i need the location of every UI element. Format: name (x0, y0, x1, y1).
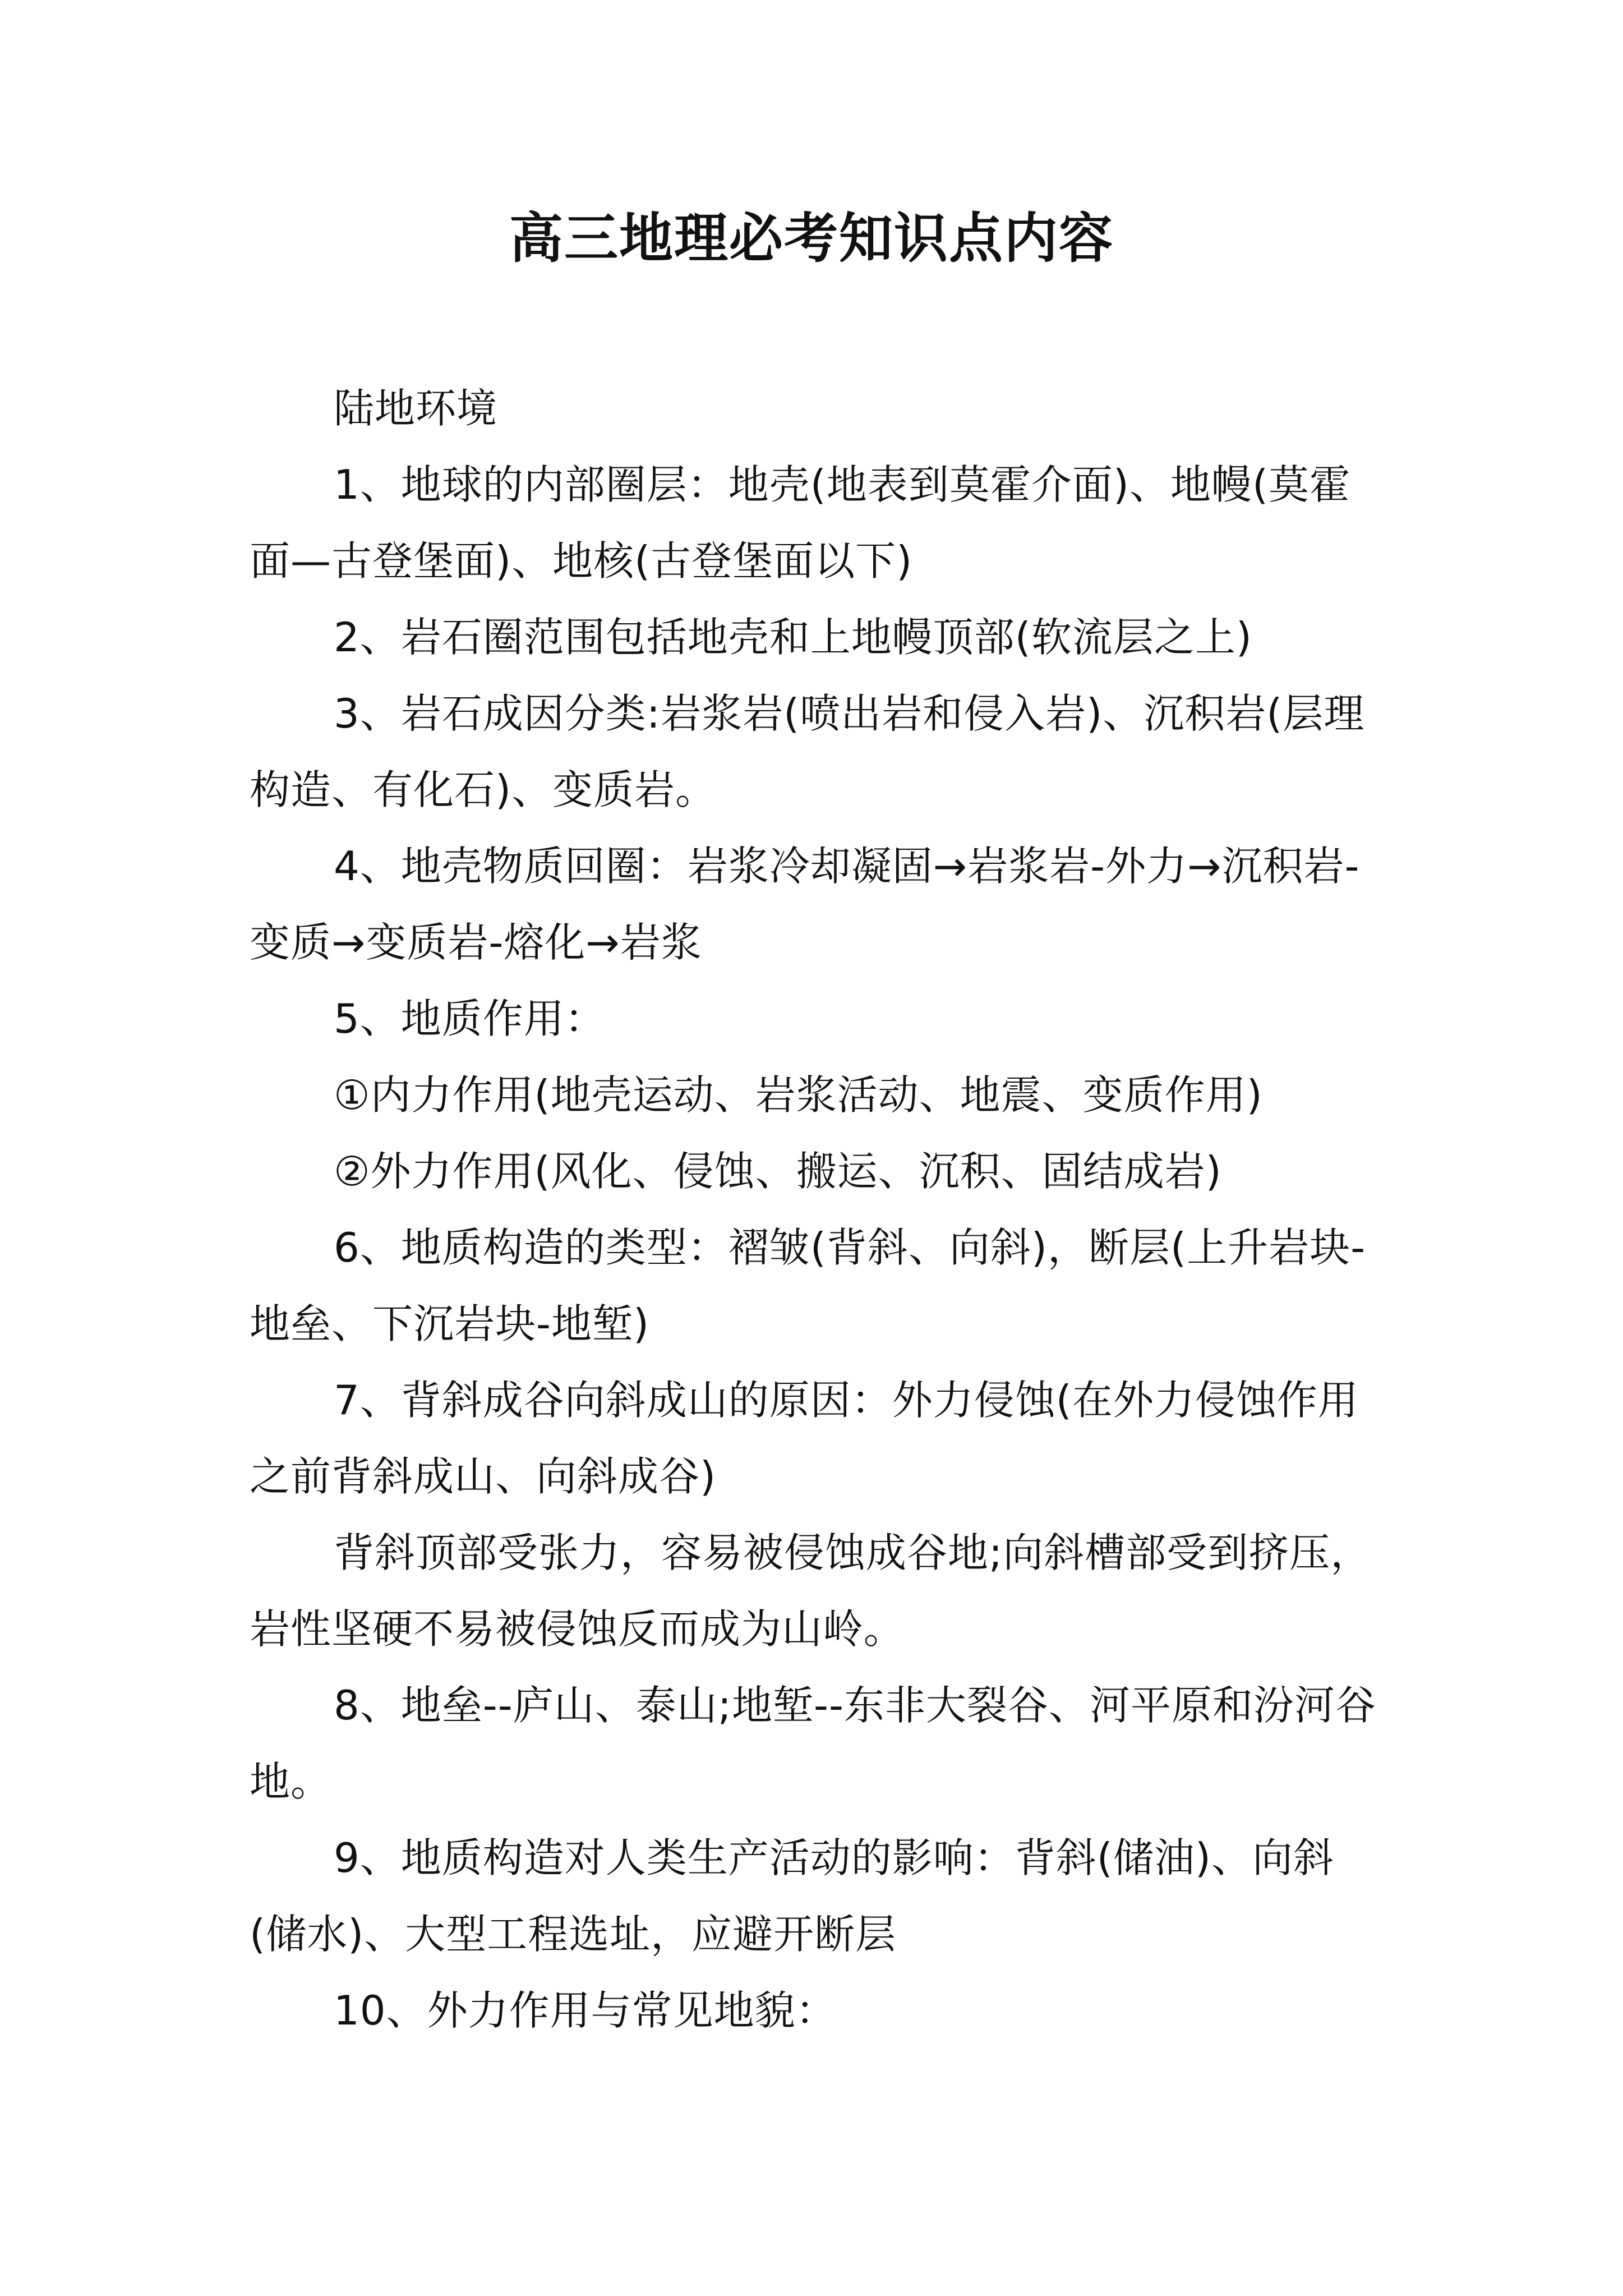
paragraph: 9、地质构造对人类生产活动的影响：背斜(储油)、向斜(储水)、大型工程选址，应避开断层 (250, 1834, 1334, 1958)
paragraph: 7、背斜成谷向斜成山的原因：外力侵蚀(在外力侵蚀作用之前背斜成山、向斜成谷) (250, 1377, 1359, 1500)
paragraph: 3、岩石成因分类:岩浆岩(喷出岩和侵入岩)、沉积岩(层理构造、有化石)、变质岩。 (250, 690, 1365, 813)
paragraph: 4、地壳物质回圈：岩浆冷却凝固→岩浆岩-外力→沉积岩-变质→变质岩-熔化→岩浆 (250, 843, 1360, 966)
paragraph: 1、地球的内部圈层：地壳(地表到莫霍介面)、地幔(莫霍面—古登堡面)、地核(古登堡面以下) (250, 461, 1351, 585)
paragraph: 背斜顶部受张力，容易被侵蚀成谷地;向斜槽部受到挤压，岩性坚硬不易被侵蚀反而成为山岭。 (250, 1529, 1372, 1653)
paragraph: 6、地质构造的类型：褶皱(背斜、向斜)，断层(上升岩块-地垒、下沉岩块-地堑) (250, 1224, 1366, 1347)
document-body (250, 370, 1388, 2049)
paragraph: ①内力作用(地壳运动、岩浆活动、地震、变质作用) (334, 1071, 1263, 1119)
paragraph: 10、外力作用与常见地貌： (334, 1987, 837, 2034)
paragraph: 8、地垒--庐山、泰山;地堑--东非大裂谷、河平原和汾河谷地。 (250, 1682, 1376, 1805)
paragraph: 2、岩石圈范围包括地壳和上地幔顶部(软流层之上) (334, 614, 1252, 661)
section-heading: 陆地环境 (334, 385, 498, 432)
paragraph: 5、地质作用： (334, 995, 606, 1042)
paragraph: ②外力作用(风化、侵蚀、搬运、沉积、固结成岩) (334, 1148, 1222, 1195)
document-title: 高三地理必考知识点内容 (509, 206, 1114, 270)
